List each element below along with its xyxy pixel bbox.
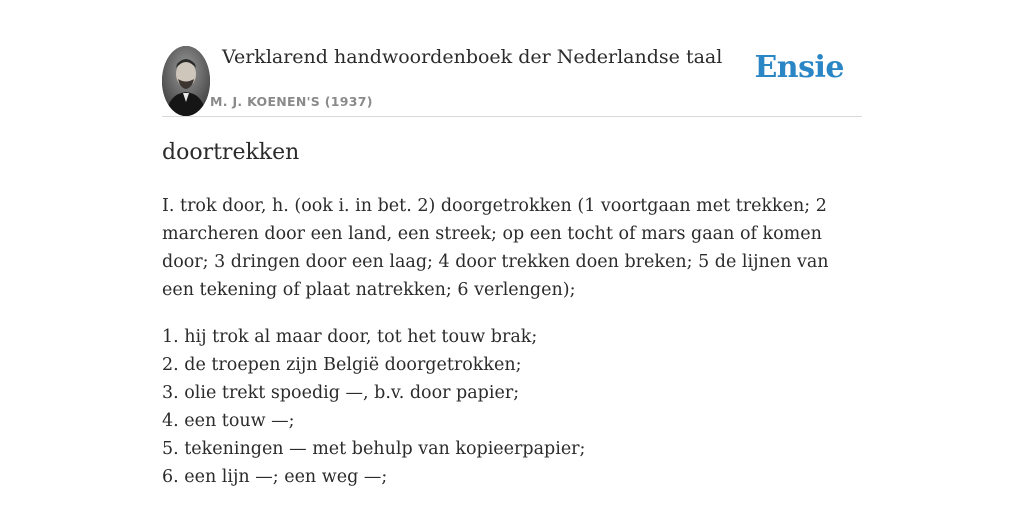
example-item: 6. een lijn —; een weg —; bbox=[162, 467, 388, 487]
example-item: 3. olie trekt spoedig —, b.v. door papier; bbox=[162, 383, 520, 403]
brand-logo-link[interactable]: Ensie bbox=[754, 50, 844, 85]
example-item: 4. een touw —; bbox=[162, 411, 295, 431]
header bbox=[162, 0, 862, 117]
dictionary-title: Verklarend handwoordenboek der Nederlandse taal bbox=[222, 46, 723, 68]
example-item: 1. hij trok al maar door, tot het touw brak; bbox=[162, 327, 538, 347]
author-portrait bbox=[162, 46, 210, 116]
entry-headword: doortrekken bbox=[162, 140, 300, 165]
example-item: 2. de troepen zijn België doorgetrokken; bbox=[162, 355, 522, 375]
dictionary-subtitle: M. J. KOENEN'S (1937) bbox=[210, 94, 373, 109]
example-list bbox=[162, 323, 862, 491]
page bbox=[162, 0, 862, 487]
entry-definition: I. trok door, h. (ook i. in bet. 2) doorgetrokken (1 voortgaan met trekken; 2 marcheren door een land, een streek; op een tocht of mars gaan of komen door; 3 dringen door een laag; 4 door trekken doen breken; 5 de lijnen van een tekening of plaat natrekken; 6 verlengen); bbox=[162, 196, 829, 300]
example-item: 5. tekeningen — met behulp van kopieerpapier; bbox=[162, 439, 586, 459]
portrait-photo-icon bbox=[162, 46, 210, 116]
